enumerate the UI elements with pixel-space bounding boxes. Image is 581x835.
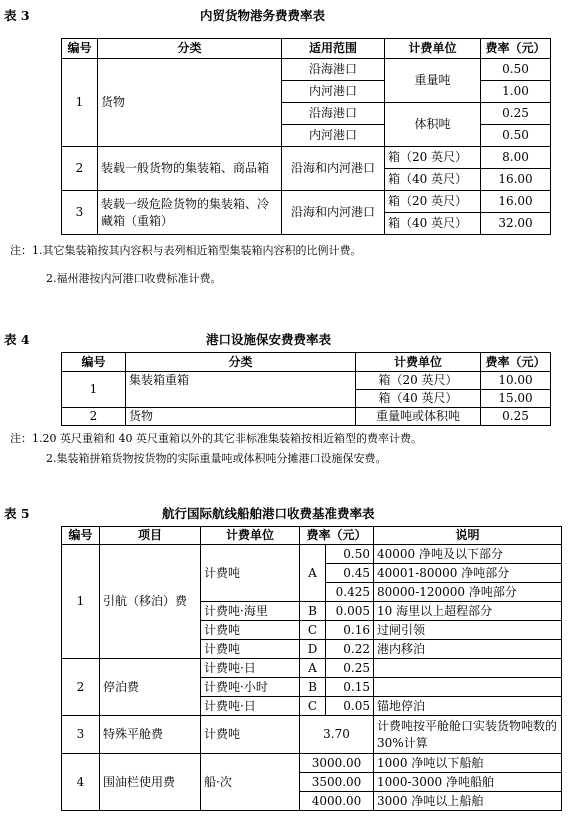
t3-scope-coast: 沿海港口 [282,59,385,81]
t3-rate: 32.00 [481,213,551,235]
table4-caption [4,328,574,348]
table5-label: 表 5 [4,506,30,521]
t5-desc: 锚地停泊 [374,697,562,716]
table-row [62,659,562,678]
t4-row1-no: 1 [62,372,126,408]
table3-header-row [62,39,551,59]
t3-header-unit: 计费单位 [385,39,481,59]
t3-row3-scope: 沿海和内河港口 [282,191,385,235]
t3-row1-no: 1 [62,59,98,147]
t4-header-unit: 计费单位 [356,353,481,372]
t3-row3-no: 3 [62,191,98,235]
t3-rate: 0.50 [481,59,551,81]
t4-header-no: 编号 [62,353,126,372]
t5-g1-no: 1 [62,545,100,659]
t3-scope-river: 内河港口 [282,125,385,147]
t5-desc: 10 海里以上超程部分 [374,602,562,621]
t5-rate: 3500.00 [300,773,374,792]
t5-g2-item: 停泊费 [100,659,201,716]
table-row [62,545,562,564]
t3-row2-scope: 沿海和内河港口 [282,147,385,191]
t3-rate: 16.00 [481,191,551,213]
t3-rate: 1.00 [481,81,551,103]
t5-desc: 1000-3000 净吨船舶 [374,773,562,792]
table4 [61,352,551,426]
t3-header-category: 分类 [98,39,282,59]
t4-header-category: 分类 [126,353,356,372]
table4-title: 港口设施保安费费率表 [206,332,332,347]
t5-g4-item: 围油栏使用费 [100,754,201,811]
t3-row1-category: 货物 [98,59,282,147]
t5-rate: 0.16 [326,621,374,640]
t4-row2-unit: 重量吨或体积吨 [356,408,481,426]
t5-unit: 计费吨 [201,640,300,659]
t5-rate: 0.425 [326,583,374,602]
t5-unit: 计费吨·小时 [201,678,300,697]
t5-class: A [300,659,326,678]
t5-g3-desc: 计费吨按平舱舱口实装货物吨数的 30%计算 [374,716,562,754]
t3-header-no: 编号 [62,39,98,59]
table4-header-row [62,353,551,372]
t5-class: C [300,697,326,716]
t5-header-item: 项目 [100,527,201,545]
t5-desc: 40000 净吨及以下部分 [374,545,562,564]
t3-header-rate: 费率（元） [481,39,551,59]
table3-label: 表 3 [4,8,30,23]
t3-rate: 0.50 [481,125,551,147]
t5-unit: 计费吨 [201,545,300,602]
t5-rate: 0.005 [326,602,374,621]
t5-header-unit: 计费单位 [201,527,300,545]
table3-caption [4,4,574,24]
t3-unit-box40: 箱（40 英尺） [385,213,481,235]
t5-header-no: 编号 [62,527,100,545]
t5-class: C [300,621,326,640]
t5-desc: 40001-80000 净吨部分 [374,564,562,583]
t5-g4-no: 4 [62,754,100,811]
t5-desc: 3000 净吨以上船舶 [374,792,562,811]
t3-unit-box40: 箱（40 英尺） [385,169,481,191]
table5-caption [4,502,574,522]
t4-rate: 0.25 [481,408,551,426]
t5-g3-rate: 3.70 [300,716,374,754]
t5-desc: 80000-120000 净吨部分 [374,583,562,602]
table-row [62,372,551,390]
t5-g2-no: 2 [62,659,100,716]
t3-scope-river: 内河港口 [282,81,385,103]
t5-class: A [300,545,326,602]
t5-g4-unit: 船·次 [201,754,300,811]
t5-desc [374,659,562,678]
t5-g1-item: 引航（移泊）费 [100,545,201,659]
table3 [61,38,551,235]
t3-note-1: 注：1.其它集装箱按其内容积与表列相近箱型集装箱内容积的比例计费。 [10,244,362,257]
t3-rate: 8.00 [481,147,551,169]
t4-unit-box20: 箱（20 英尺） [356,372,481,390]
t3-row2-no: 2 [62,147,98,191]
t5-g3-no: 3 [62,716,100,754]
t4-unit-box40: 箱（40 英尺） [356,390,481,408]
t5-rate: 0.45 [326,564,374,583]
t5-g3-item: 特殊平舱费 [100,716,201,754]
t4-row1-category: 集装箱重箱 [126,372,356,408]
table3-title: 内贸货物港务费费率表 [200,8,326,23]
t4-row2-category: 货物 [126,408,356,426]
t3-unit-box20: 箱（20 英尺） [385,147,481,169]
t3-unit-weight: 重量吨 [385,59,481,103]
t4-rate: 15.00 [481,390,551,408]
table-row [62,716,562,754]
t5-rate: 0.22 [326,640,374,659]
t3-header-scope: 适用范围 [282,39,385,59]
table-row [62,147,551,169]
t3-unit-volume: 体积吨 [385,103,481,147]
t5-class: B [300,602,326,621]
t5-unit: 计费吨·海里 [201,602,300,621]
table5-title: 航行国际航线船舶港口收费基准费率表 [162,506,375,521]
t4-note-1: 注：1.20 英尺重箱和 40 英尺重箱以外的其它非标准集装箱按相近箱型的费率计费。 [10,432,422,445]
table4-label: 表 4 [4,332,30,347]
table-row [62,754,562,773]
t5-rate: 0.05 [326,697,374,716]
t5-rate: 4000.00 [300,792,374,811]
t5-rate: 0.15 [326,678,374,697]
table5-header-row [62,527,562,545]
t5-rate: 0.50 [326,545,374,564]
t5-g3-unit: 计费吨 [201,716,300,754]
t4-rate: 10.00 [481,372,551,390]
t3-row3-category: 装载一级危险货物的集装箱、冷藏箱（重箱） [98,191,282,235]
t5-desc: 港内移泊 [374,640,562,659]
t4-header-rate: 费率（元） [481,353,551,372]
t5-unit: 计费吨·日 [201,659,300,678]
t3-row2-category: 装载一般货物的集装箱、商品箱 [98,147,282,191]
t3-unit-box20: 箱（20 英尺） [385,191,481,213]
t4-row2-no: 2 [62,408,126,426]
t5-desc [374,678,562,697]
table5 [61,526,562,811]
t5-rate: 3000.00 [300,754,374,773]
t3-note-2: 2.福州港按内河港口收费标准计费。 [46,272,222,285]
t5-unit: 计费吨 [201,621,300,640]
t5-desc: 1000 净吨以下船舶 [374,754,562,773]
t5-header-rate: 费率（元） [300,527,374,545]
table-row [62,59,551,81]
t4-note-2: 2.集装箱拼箱货物按货物的实际重量吨或体积吨分摊港口设施保安费。 [46,452,387,465]
t5-desc: 过闸引领 [374,621,562,640]
table-row [62,408,551,426]
t5-class: B [300,678,326,697]
t3-rate: 16.00 [481,169,551,191]
t5-header-desc: 说明 [374,527,562,545]
t3-scope-coast: 沿海港口 [282,103,385,125]
t5-unit: 计费吨·日 [201,697,300,716]
table-row [62,191,551,213]
t3-rate: 0.25 [481,103,551,125]
t5-class: D [300,640,326,659]
t5-rate: 0.25 [326,659,374,678]
